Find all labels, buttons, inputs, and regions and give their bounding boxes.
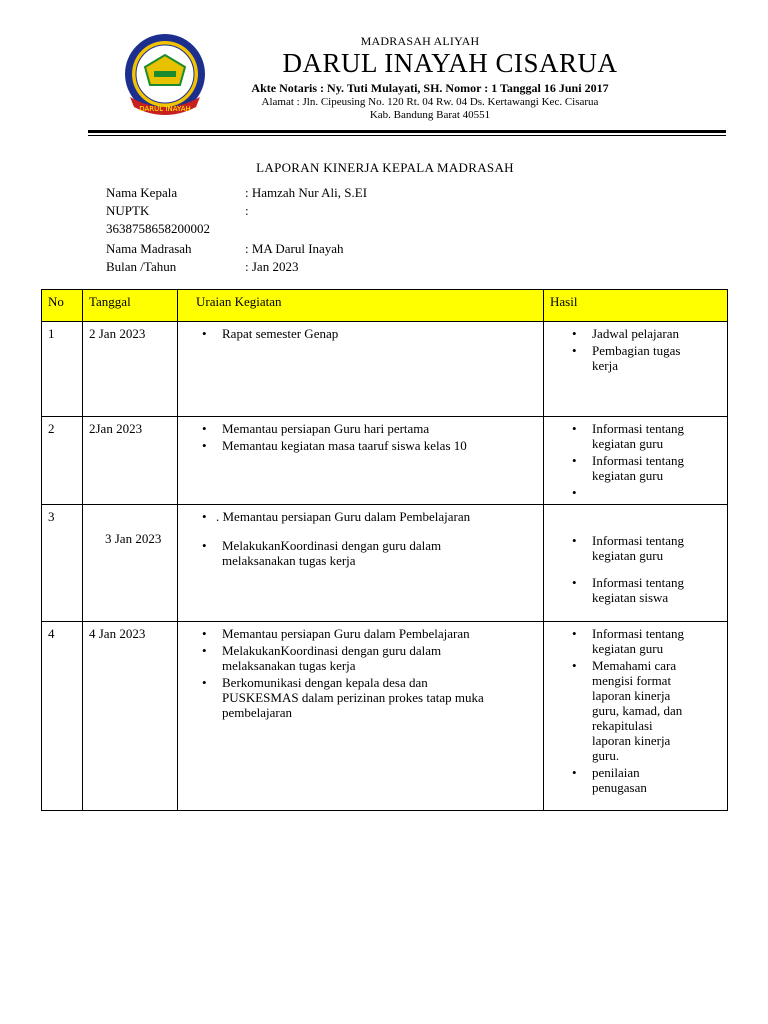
bullet-icon: • xyxy=(202,421,207,436)
bullet-icon: • xyxy=(202,326,207,341)
result-text: Pembagian tugas kerja xyxy=(592,343,681,373)
list-item xyxy=(570,421,693,451)
list-item xyxy=(570,326,721,341)
activity-text: Memantau persiapan Guru hari pertama xyxy=(222,421,430,436)
list-item xyxy=(570,533,693,563)
table-row xyxy=(42,505,728,622)
bullet-icon: • xyxy=(572,485,577,500)
info-nuptk-value: : xyxy=(245,203,249,218)
activity-text: Berkomunikasi dengan kepala desa dan PUSKESMAS dalam perizinan prokes tatap muka pembelajaran xyxy=(222,675,484,720)
header-rule-thick xyxy=(88,130,726,133)
info-period-label: Bulan /Tahun xyxy=(106,259,177,274)
row-date: 2Jan 2023 xyxy=(83,417,178,505)
row-no: 2 xyxy=(42,417,83,505)
info-nuptk-label: NUPTK xyxy=(106,203,150,218)
info-madrasah-value: : MA Darul Inayah xyxy=(245,241,344,256)
table-row xyxy=(42,322,728,417)
bullet-icon: • xyxy=(202,538,207,553)
table-row xyxy=(42,417,728,505)
bullet-icon: • xyxy=(572,533,577,548)
result-text: Memahami cara mengisi format laporan kinerja guru, kamad, dan rekapitulasi laporan kinerja guru. xyxy=(592,658,683,763)
bullet-icon: • xyxy=(572,658,577,673)
result-text: Informasi tentang kegiatan guru xyxy=(592,453,685,483)
header-no: No xyxy=(42,290,83,322)
list-item xyxy=(570,658,687,763)
row-no: 3 xyxy=(42,505,83,622)
info-period-value: : Jan 2023 xyxy=(245,259,299,274)
list-item xyxy=(570,575,693,605)
report-title: LAPORAN KINERJA KEPALA MADRASAH xyxy=(256,160,514,175)
result-text: Informasi tentang kegiatan guru xyxy=(592,533,685,563)
row-results xyxy=(544,505,728,622)
performance-table xyxy=(41,289,728,811)
row-results xyxy=(544,322,728,417)
regency: Kab. Bandung Barat 40551 xyxy=(369,109,491,121)
info-madrasah-label: Nama Madrasah xyxy=(106,241,192,256)
row-no: 1 xyxy=(42,322,83,417)
row-results xyxy=(544,622,728,811)
activity-text: Rapat semester Genap xyxy=(222,326,339,341)
bullet-icon: • xyxy=(572,765,577,780)
row-activities xyxy=(178,505,544,622)
info-head-value: : Hamzah Nur Ali, S.EI xyxy=(245,185,368,200)
bullet-icon: • xyxy=(202,626,207,641)
activity-text: Memantau persiapan Guru dalam Pembelajaran xyxy=(222,626,470,641)
logo-ribbon-text: DARUL INAYAH xyxy=(139,105,191,113)
bullet-icon: • xyxy=(572,421,577,436)
bullet-icon: • xyxy=(202,509,207,524)
bullet-icon: • xyxy=(572,575,577,590)
table-header-row xyxy=(42,290,728,322)
list-item xyxy=(200,538,537,568)
bullet-icon: • xyxy=(202,675,207,690)
list-item xyxy=(200,626,497,641)
school-emblem-icon xyxy=(122,33,208,119)
row-activities xyxy=(178,622,544,811)
notary-deed: Akte Notaris : Ny. Tuti Mulayati, SH. Nomor : 1 Tanggal 16 Juni 2017 xyxy=(251,81,609,95)
list-item xyxy=(200,421,537,436)
result-text: penilaian penugasan xyxy=(592,765,647,795)
list-item xyxy=(200,438,537,453)
activity-text: Memantau kegiatan masa taaruf siswa kelas 10 xyxy=(222,438,467,453)
row-date: 4 Jan 2023 xyxy=(83,622,178,811)
list-item xyxy=(570,453,693,483)
bullet-icon: • xyxy=(572,626,577,641)
bullet-icon: • xyxy=(572,326,577,341)
result-text: Informasi tentang kegiatan guru xyxy=(592,626,685,656)
list-item xyxy=(570,343,721,373)
list-item xyxy=(200,326,537,341)
row-results xyxy=(544,417,728,505)
school-type: MADRASAH ALIYAH xyxy=(360,34,480,48)
header-date: Tanggal xyxy=(83,290,178,322)
list-item xyxy=(570,765,687,795)
header-activity: Uraian Kegiatan xyxy=(178,290,544,322)
bullet-icon: • xyxy=(572,343,577,358)
bullet-icon: • xyxy=(572,453,577,468)
info-head-label: Nama Kepala xyxy=(106,185,178,200)
row-date-text: 3 Jan 2023 xyxy=(105,531,162,546)
row-date: 2 Jan 2023 xyxy=(83,322,178,417)
activity-text: . Memantau persiapan Guru dalam Pembelajaran xyxy=(216,509,471,524)
result-text: Informasi tentang kegiatan siswa xyxy=(592,575,685,605)
result-text xyxy=(592,485,595,500)
bullet-icon: • xyxy=(202,643,207,658)
result-text: Informasi tentang kegiatan guru xyxy=(592,421,685,451)
table-row xyxy=(42,622,728,811)
address: Alamat : Jln. Cipeusing No. 120 Rt. 04 Rw. 04 Ds. Kertawangi Kec. Cisarua xyxy=(261,96,599,108)
result-text: Jadwal pelajaran xyxy=(592,326,679,341)
bullet-icon: • xyxy=(202,438,207,453)
list-item xyxy=(200,675,497,720)
list-item xyxy=(200,643,497,673)
info-nuptk-number-text: 3638758658200002 xyxy=(106,221,210,236)
school-name: DARUL INAYAH CISARUA xyxy=(282,48,618,78)
activity-text: MelakukanKoordinasi dengan guru dalam melaksanakan tugas kerja xyxy=(222,643,442,673)
row-activities xyxy=(178,322,544,417)
row-activities xyxy=(178,417,544,505)
list-item xyxy=(570,485,693,500)
list-item xyxy=(570,626,687,656)
row-no: 4 xyxy=(42,622,83,811)
list-item xyxy=(200,509,537,524)
header-result: Hasil xyxy=(544,290,728,322)
row-date xyxy=(83,505,178,622)
header-rule-thin xyxy=(88,135,726,136)
activity-text: MelakukanKoordinasi dengan guru dalam melaksanakan tugas kerja xyxy=(222,538,442,568)
